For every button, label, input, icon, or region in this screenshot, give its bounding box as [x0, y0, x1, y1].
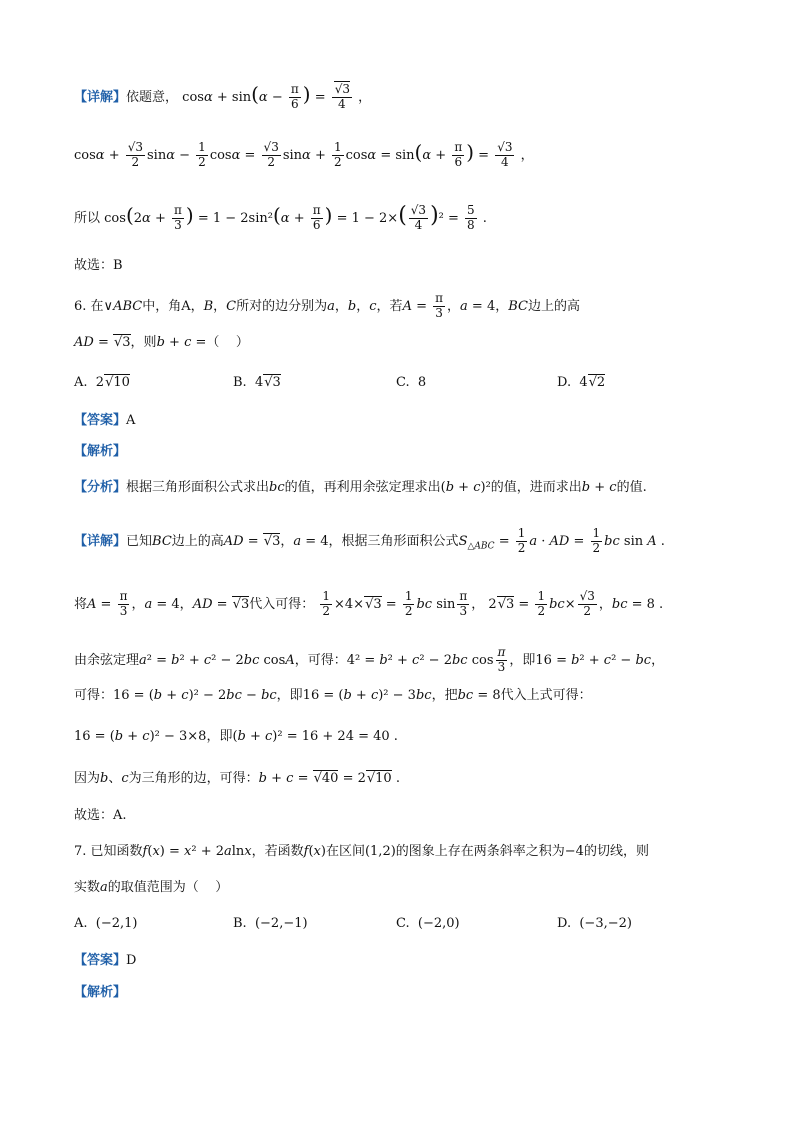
analysis-tag-2: 【解析】 [74, 985, 127, 1000]
q6-conclusion: 故选：A. [74, 808, 127, 823]
q6-detail2: 将A = $\frac{\pi}{3}$ ，a = 4，AD = √3代入可得： $\frac{1}{2}$ ×4×√3 = $\frac{1}{2}$ bc sin $\frac{\pi}{3}$ ， 2√3 = $\frac{1}{2}$ bc× $\frac{√3}{2}$ ，bc = 8 . [74, 589, 664, 618]
q6-answer-value: A [126, 413, 136, 428]
q7-option-d: D. (−3,−2) [557, 916, 632, 931]
q5-line3-text: 所以 [74, 211, 101, 226]
q6-option-d: D. 4√2 [557, 375, 606, 390]
q7-option-b: B. (−2,−1) [233, 916, 308, 931]
analysis-tag: 【解析】 [74, 444, 127, 459]
q6-option-c: C. 8 [396, 375, 427, 390]
q6-detail6: 因为b、c为三角形的边，可得：b + c = √40 = 2√10 . [74, 771, 400, 786]
answer-tag-2: 【答案】 [74, 953, 127, 968]
q7-analysis-heading [74, 985, 126, 1001]
q6-analysis: 【分析】根据三角形面积公式求出bc的值，再利用余弦定理求出(b + c)²的值，进而求出b + c的值. [74, 480, 647, 495]
q6-stem-line1: 6. 在∨ABC中，角A，B，C所对的边分别为a，b，c，若A = $\frac{\pi}{3}$ ，a = 4，BC边上的高 [74, 291, 580, 320]
q5-line1-math: cosα + sin(α − $\frac{\pi}{6}$ ) = $\frac{√3}{4}$ ， [182, 82, 372, 111]
answer-tag: 【答案】 [74, 413, 127, 428]
q7-option-a: A. (−2,1) [74, 916, 138, 931]
q6-detail4: 可得：16 = (b + c)² − 2bc − bc，即16 = (b + c)² − 3bc，把bc = 8代入上式可得： [74, 688, 592, 703]
q6-answer [74, 413, 135, 429]
q7-answer [74, 953, 136, 969]
q7-stem-line2: 实数a的取值范围为（ ） [74, 880, 229, 895]
detail-tag: 【详解】 [74, 90, 127, 105]
q5-line2-math: cosα + $\frac{√3}{2}$ sinα − $\frac{1}{2}$ cosα = $\frac{√3}{2}$ sinα + $\frac{1}{2}$ cosα = sin(α + $\frac{\pi}{6}$ ) = $\frac{√3}{4}$ ， [74, 140, 534, 169]
q7-answer-value: D [126, 953, 137, 968]
q5-detail-line1 [74, 82, 371, 112]
q6-detail5: 16 = (b + c)² − 3×8，即(b + c)² = 16 + 24 = 40 . [74, 729, 398, 744]
q7-option-c: C. (−2,0) [396, 916, 460, 931]
fenxi-tag: 【分析】 [74, 480, 127, 495]
q6-option-a: A. 2√10 [74, 375, 130, 390]
q6-detail1: 【详解】已知BC边上的高AD = √3，a = 4，根据三角形面积公式$S_{\triangle ABC}$ = $\frac{1}{2}$ a · AD = $\frac{1}{2}$ bc sin A . [74, 526, 665, 555]
q7-stem-line1: 7. 已知函数f(x) = x² + 2alnx，若函数f(x)在区间(1,2)的图象上存在两条斜率之积为−4的切线，则 [74, 844, 649, 859]
q6-option-b: B. 4√3 [233, 375, 281, 390]
q6-stem-line2: AD = √3，则b + c =（ ） [74, 335, 249, 350]
q5-line1-text: 依题意， [126, 90, 179, 105]
q6-analysis-heading [74, 444, 126, 460]
q5-answer: 故选：B [74, 258, 123, 273]
q5-line3: 所以 cos(2α + $\frac{\pi}{3}$ ) = 1 − 2sin²(α + $\frac{\pi}{6}$ ) = 1 − 2×( $\frac{√3}{4}$ )² = $\frac{5}{8}$ . [74, 203, 487, 232]
q6-detail3: 由余弦定理a² = b² + c² − 2bc cosA，可得：4² = b² + c² − 2bc cos $\frac{\pi}{3}$ ，即16 = b² + c² − bc， [74, 645, 665, 674]
detail-tag-2: 【详解】 [74, 533, 127, 549]
